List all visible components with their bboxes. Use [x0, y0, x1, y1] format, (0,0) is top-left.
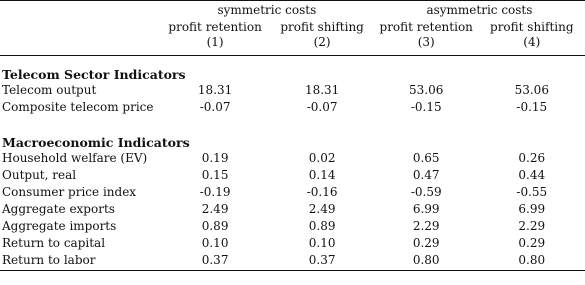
cell-value: 0.37 — [201, 253, 229, 267]
column-header-number: (1) — [206, 35, 224, 49]
group-header-row — [0, 1, 585, 19]
table-row — [0, 82, 585, 99]
cell-value: 0.65 — [412, 151, 440, 165]
section-title: Macroeconomic Indicators — [2, 135, 190, 150]
cell-value: -0.07 — [306, 100, 338, 114]
cell-value: 2.49 — [308, 202, 336, 216]
column-header-1 — [160, 19, 271, 51]
column-header-2 — [270, 19, 373, 51]
column-header-4 — [479, 19, 585, 51]
bottom-rule — [0, 270, 585, 271]
cell-value: 0.15 — [201, 168, 229, 182]
section-header-row — [0, 56, 585, 82]
table-row — [0, 218, 585, 235]
cell-value: -0.15 — [516, 100, 548, 114]
section-header-row — [0, 132, 585, 150]
cell-value: 18.31 — [197, 83, 233, 97]
row-label: Return to labor — [2, 253, 96, 267]
cell-value: 0.14 — [308, 168, 336, 182]
group-asymmetric-costs: asymmetric costs — [426, 2, 533, 17]
cell-value: -0.16 — [306, 185, 338, 199]
table-row — [0, 235, 585, 252]
table-row — [0, 252, 585, 269]
row-label: Aggregate exports — [2, 202, 115, 216]
cell-value: -0.15 — [410, 100, 442, 114]
cell-value: 0.29 — [412, 236, 440, 250]
cell-value: 0.10 — [201, 236, 229, 250]
cell-value: -0.19 — [199, 185, 231, 199]
cell-value: 0.10 — [308, 236, 336, 250]
row-label: Consumer price index — [2, 185, 137, 199]
cell-value: 0.37 — [308, 253, 336, 267]
row-label: Output, real — [2, 168, 77, 182]
cell-value: 6.99 — [412, 202, 440, 216]
cell-value: -0.55 — [516, 185, 548, 199]
row-label: Aggregate imports — [2, 219, 117, 233]
cell-value: 0.26 — [518, 151, 546, 165]
cell-value: 2.29 — [518, 219, 546, 233]
table-row — [0, 150, 585, 167]
table-row — [0, 167, 585, 184]
column-header-3 — [374, 19, 479, 51]
cell-value: 0.80 — [412, 253, 440, 267]
cell-value: -0.59 — [410, 185, 442, 199]
cell-value: 2.29 — [412, 219, 440, 233]
cell-value: 0.89 — [201, 219, 229, 233]
cell-value: -0.07 — [199, 100, 231, 114]
column-header-number: (4) — [523, 35, 541, 49]
cell-value: 0.02 — [308, 151, 336, 165]
table-row — [0, 184, 585, 201]
column-header-label: profit retention — [379, 20, 473, 34]
cell-value: 0.89 — [308, 219, 336, 233]
row-label: Return to capital — [2, 236, 106, 250]
column-header-row — [0, 19, 585, 51]
cell-value: 2.49 — [201, 202, 229, 216]
table-row — [0, 201, 585, 218]
column-header-label: profit shifting — [280, 20, 364, 34]
cell-value: 18.31 — [304, 83, 340, 97]
cell-value: 0.80 — [518, 253, 546, 267]
group-symmetric-costs: symmetric costs — [217, 2, 317, 17]
table-row — [0, 99, 585, 116]
cell-value: 53.06 — [514, 83, 549, 97]
cell-value: 0.47 — [412, 168, 440, 182]
cell-value: 53.06 — [409, 83, 444, 97]
column-header-number: (3) — [417, 35, 435, 49]
section-title: Telecom Sector Indicators — [2, 67, 186, 82]
cell-value: 0.44 — [518, 168, 546, 182]
column-header-label: profit retention — [168, 20, 262, 34]
column-header-number: (2) — [313, 35, 331, 49]
cell-value: 0.29 — [518, 236, 546, 250]
cell-value: 6.99 — [518, 202, 546, 216]
row-label: Composite telecom price — [2, 100, 154, 114]
cell-value: 0.19 — [201, 151, 229, 165]
row-label: Household welfare (EV) — [2, 151, 148, 165]
column-header-label: profit shifting — [490, 20, 574, 34]
row-label: Telecom output — [2, 83, 97, 97]
